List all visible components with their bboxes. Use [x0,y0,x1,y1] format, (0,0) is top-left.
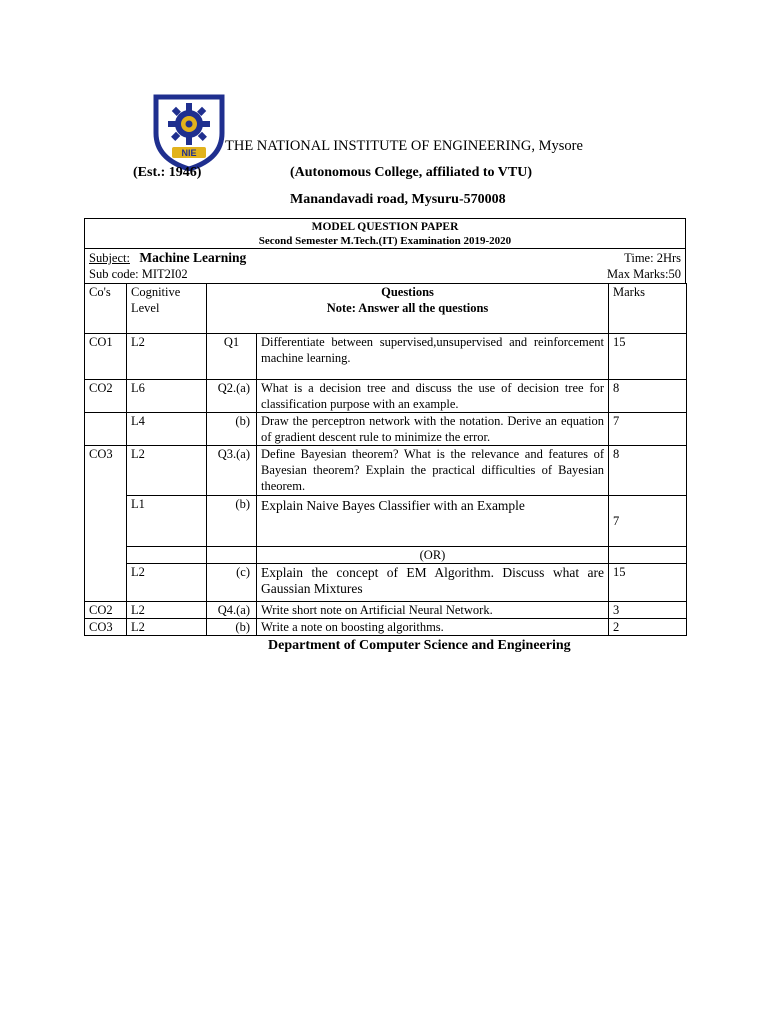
questions-table [84,283,687,636]
col-header-marks: Marks [609,284,687,334]
institute-name: THE NATIONAL INSTITUTE OF ENGINEERING, Mysore [225,138,583,154]
subject-label: Subject: [89,251,130,265]
row-qno: Q2.(a) [207,380,257,413]
address: Manandavadi road, Mysuru-570008 [290,192,506,207]
question-paper [84,218,686,636]
row-marks: 15 [609,564,687,602]
row-qno [207,547,257,564]
row-level: L4 [127,413,207,446]
col-header-cos: Co's [85,284,127,334]
department-footer: Department of Computer Science and Engineering [268,638,571,653]
row-level: L2 [127,602,207,619]
row-co: CO3 [85,619,127,636]
row-qno: (b) [207,619,257,636]
col-header-questions [207,284,609,334]
table-row [85,564,687,602]
affiliation: (Autonomous College, affiliated to VTU) [290,165,533,180]
row-qno: (b) [207,496,257,547]
row-co [85,413,127,446]
row-co: CO2 [85,602,127,619]
col-header-level: Cognitive Level [127,284,207,334]
nie-logo [152,93,226,171]
established-year: (Est.: 1946) [133,165,202,180]
subject-name: Machine Learning [139,250,247,265]
row-marks: 3 [609,602,687,619]
row-question: Write a note on boosting algorithms. [257,619,609,636]
row-qno: Q4.(a) [207,602,257,619]
paper-title-box [84,218,686,249]
row-marks: 8 [609,380,687,413]
row-question: What is a decision tree and discuss the use of decision tree for classification purpose with an example. [257,380,609,413]
or-separator: (OR) [257,547,609,564]
table-header-row [85,284,687,334]
row-co: CO1 [85,334,127,380]
table-row [85,496,687,547]
table-row [85,380,687,413]
row-level: L2 [127,446,207,496]
row-question: Define Bayesian theorem? What is the relevance and features of Bayesian theorem? Explain the practical difficulties of Bayesian theorem. [257,446,609,496]
exam-name: Second Semester M.Tech.(IT) Examination 2019-2020 [258,235,512,247]
row-marks [609,547,687,564]
table-row [85,619,687,636]
row-marks: 15 [609,334,687,380]
row-marks: 7 [609,496,687,547]
table-row [85,602,687,619]
row-question: Draw the perceptron network with the notation. Derive an equation of gradient descent rule to minimize the error. [257,413,609,446]
paper-title: MODEL QUESTION PAPER [311,221,459,233]
table-row [85,446,687,496]
row-question: Differentiate between supervised,unsupervised and reinforcement machine learning. [257,334,609,380]
table-row [85,334,687,380]
questions-heading: Questions [381,285,434,299]
row-question: Explain Naive Bayes Classifier with an Example [257,496,609,547]
row-qno: Q3.(a) [207,446,257,496]
row-qno: Q1 [207,334,257,380]
row-question: Write short note on Artificial Neural Network. [257,602,609,619]
row-level: L6 [127,380,207,413]
row-level: L2 [127,334,207,380]
row-qno: (b) [207,413,257,446]
row-marks: 7 [609,413,687,446]
row-qno: (c) [207,564,257,602]
row-question: Explain the concept of EM Algorithm. Discuss what are Gaussian Mixtures [257,564,609,602]
table-row [85,413,687,446]
row-level: L2 [127,564,207,602]
table-row-or [85,547,687,564]
row-marks: 8 [609,446,687,496]
logo-text: NIE [181,148,197,158]
row-co: CO2 [85,380,127,413]
answer-all-note: Note: Answer all the questions [326,301,489,315]
row-level [127,547,207,564]
sub-code: Sub code: MIT2I02 [89,267,188,281]
row-marks: 2 [609,619,687,636]
row-level: L1 [127,496,207,547]
row-co: CO3 [85,446,127,602]
max-marks: Max Marks:50 [607,267,681,281]
row-level: L2 [127,619,207,636]
paper-meta [84,249,686,283]
time-allowed: Time: 2Hrs [624,251,681,265]
